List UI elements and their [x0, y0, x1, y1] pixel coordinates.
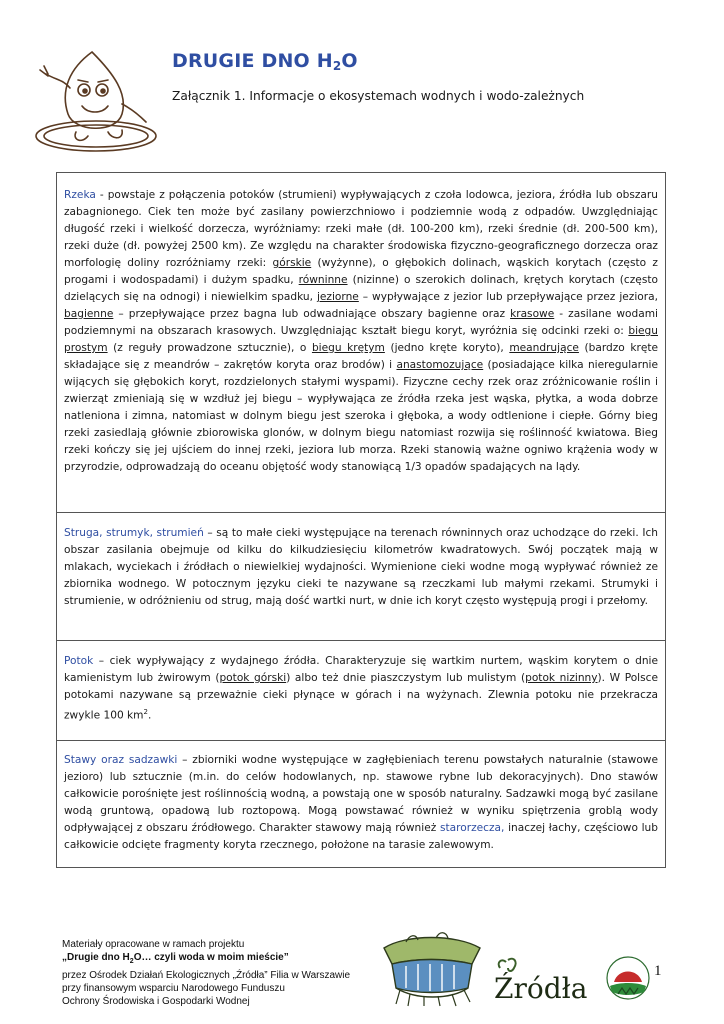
underlined-term: biegu prostym: [64, 325, 658, 354]
footer-project-name: „Drugie dno $H_2O\dots$ czyli woda w moim mieście”: [62, 952, 289, 966]
zrodla-logo-icon: [490, 956, 596, 1004]
underlined-term: anastomozujące: [396, 359, 484, 371]
text-segment: 2: [143, 708, 148, 716]
underlined-term: potok górski: [219, 672, 287, 684]
section-rzeka: [57, 173, 665, 513]
text-segment: .: [147, 709, 152, 722]
footer-line: Ochrony Środowiska i Gospodarki Wodnej: [62, 996, 250, 1008]
text-segment: – wypływające z jezior lub przepływające przez jeziora,: [358, 291, 658, 303]
underlined-term: krasowe: [510, 308, 555, 320]
text-segment: ). W Polsce potokami nazywane są przeważnie cieki płynące w górach i na wyżynach. Zlewnia potoku nie przekracza zwykle 100 km: [64, 672, 658, 722]
section-text: [64, 525, 658, 610]
section-struga: [57, 513, 665, 641]
section-term: Struga, strumyk, strumień: [64, 527, 204, 539]
underlined-term: meandrujące: [509, 342, 579, 354]
title-end: O: [341, 50, 358, 72]
text-segment: – zbiorniki wodne występujące w zagłębieniach terenu powstałych naturalnie (stawowe jezioro) lub sztucznie (m.in. do celów hodowlanych, np. stawowe rybne lub dekoracyjnych). Dno stawów całkowicie porośnięte jest roślinnością wodną, a powstają one w sposób naturalny. Sadzawki mogą być zasilane wodą gruntową, opadową lub roztopową. Mogą powstawać również w wyniku spiętrzenia groblą wody odpływającej z obszaru źródłowego. Charakter stawowy mają również: [64, 754, 658, 834]
section-term: starorzecza,: [439, 822, 505, 834]
waterfall-drawing-icon: [376, 924, 488, 1008]
underlined-term: jeziorne: [316, 291, 359, 303]
text-segment: (posiadające kilka nieregularnie wijących się głębokich koryt, rozdzielonych stałymi wyspami). Fizyczne cechy rzek oraz zróżnicowanie roślin i zwierząt zmieniają się w wzdłuż jej biegu – wypływająca ze źródła rzeka jest wąska, płytka, a woda dobrze natleniona i zimna, natomiast w dolnym biegu jest szeroka i głęboka, a wody odtlenione i ciepłe. Górny bieg rzeki zasiedlają głównie zbiorowiska glonów, w dolnym biegu natomiast rozwija się roślinność kwiatowa. Bieg rzeki kończy się jej ujściem do innej rzeki, jeziora lub morza. Rzeki stanowią ważne ogniwo krążenia wody w przyrodzie, odprowadzają do oceanu objętość wody stanowiącą 1/3 opadów spadających na lądy.: [64, 359, 658, 473]
text-segment: (wyżynne), o głębokich dolinach, wąskich korytach (często z progami i wodospadami) i dużym spadku,: [64, 257, 658, 286]
section-term: Rzeka: [64, 189, 96, 201]
section-stawy: [57, 741, 665, 867]
section-text: [64, 187, 658, 476]
title-subscript: 2: [332, 59, 342, 73]
section-term: Stawy oraz sadzawki: [64, 754, 178, 766]
text-segment: – ciek wypływający z wydajnego źródła. Charakteryzuje się wartkim nurtem, wąskim korytem o dnie kamienistym lub żwirowym (: [64, 655, 658, 684]
text-segment: (nizinne) o szerokich dolinach, krętych korytach (często dzielących się na odnogi) i niewielkim spadku,: [64, 274, 658, 303]
text-segment: - powstaje z połączenia potoków (strumieni) wypływających z czoła lodowca, jeziora, źródła lub obszaru zabagnionego. Ciek ten może być zasilany powierzchniowo i podziemnie wodą z odpadów. Uwzględniając długość rzeki i wielkość dorzecza, wyróżniamy: rzeki małe (dł. 100-200 km), rzeki średnie (dł. 200-500 km), rzeki duże (dł. powyżej 2500 km). Ze względu na charakter środowiska fizyczno-geograficznego dorzecza oraz morfologię doliny rozróżniamy rzeki:: [64, 189, 658, 269]
water-drop-mascot-icon: [26, 44, 166, 156]
section-text: [64, 752, 658, 854]
page-number: 1: [654, 963, 662, 979]
svg-text:Źródła: Źródła: [494, 972, 588, 1004]
text-segment: (bardzo kręte składające się z meandrów – zakrętów koryta oraz brodów) i: [64, 342, 659, 371]
page-subtitle: Załącznik 1. Informacje o ekosystemach wodnych i wodo-zależnych: [172, 89, 585, 103]
content-box: [56, 172, 666, 868]
section-potok: [57, 641, 665, 741]
underlined-term: równinne: [298, 274, 348, 286]
title-main: DRUGIE DNO H: [172, 50, 333, 72]
footer-credits: [62, 938, 382, 1008]
round-emblem-icon: [606, 956, 650, 1000]
text-segment: ) albo też dnie piaszczystym lub mulistym (: [286, 672, 526, 684]
text-segment: (z reguły prowadzone sztucznie), o: [107, 342, 312, 354]
page-title: [172, 50, 358, 73]
section-term: Potok: [64, 655, 94, 667]
footer-line: przez Ośrodek Działań Ekologicznych „Źródła” Filia w Warszawie: [62, 969, 351, 981]
footer-line: przy finansowym wsparciu Narodowego Funduszu: [62, 982, 285, 994]
underlined-term: bagienne: [64, 308, 114, 320]
text-segment: inaczej łachy, częściowo lub całkowicie odcięte fragmenty koryta rzecznego, położone na tarasie zalewowym.: [64, 822, 658, 851]
underlined-term: biegu krętym: [311, 342, 385, 354]
underlined-term: górskie: [272, 257, 312, 269]
underlined-term: potok nizinny: [525, 672, 598, 684]
section-text: [64, 653, 658, 725]
text-segment: – przepływające przez bagna lub odwadniające obszary bagienne oraz: [113, 308, 511, 320]
footer-line: Materiały opracowane w ramach projektu: [62, 939, 245, 950]
text-segment: - zasilane wodami podziemnymi na obszarach krasowych. Uwzględniając kształt biegu koryt, wyróżnia się odcinki rzeki o:: [64, 308, 659, 337]
text-segment: – są to małe cieki występujące na terenach równinnych oraz uchodzące do rzeki. Ich obszar zasilania obejmuje od kilku do kilkudziesięciu kilometrów kwadratowych. Swój początek mają w mlakach, wyciekach i źródłach o niewielkiej wydajności. Wymienione cieki wodne mogą wypływać również ze zbiornika wodnego. W potocznym języku cieki te nazywane są rzeczkami lub małymi rzekami. Strumyki i strumienie, w odróżnieniu od strug, mają dość wartki nurt, w dnie ich koryt często występują progi i przełomy.: [64, 527, 659, 607]
text-segment: (jedno kręte koryto),: [384, 342, 510, 354]
